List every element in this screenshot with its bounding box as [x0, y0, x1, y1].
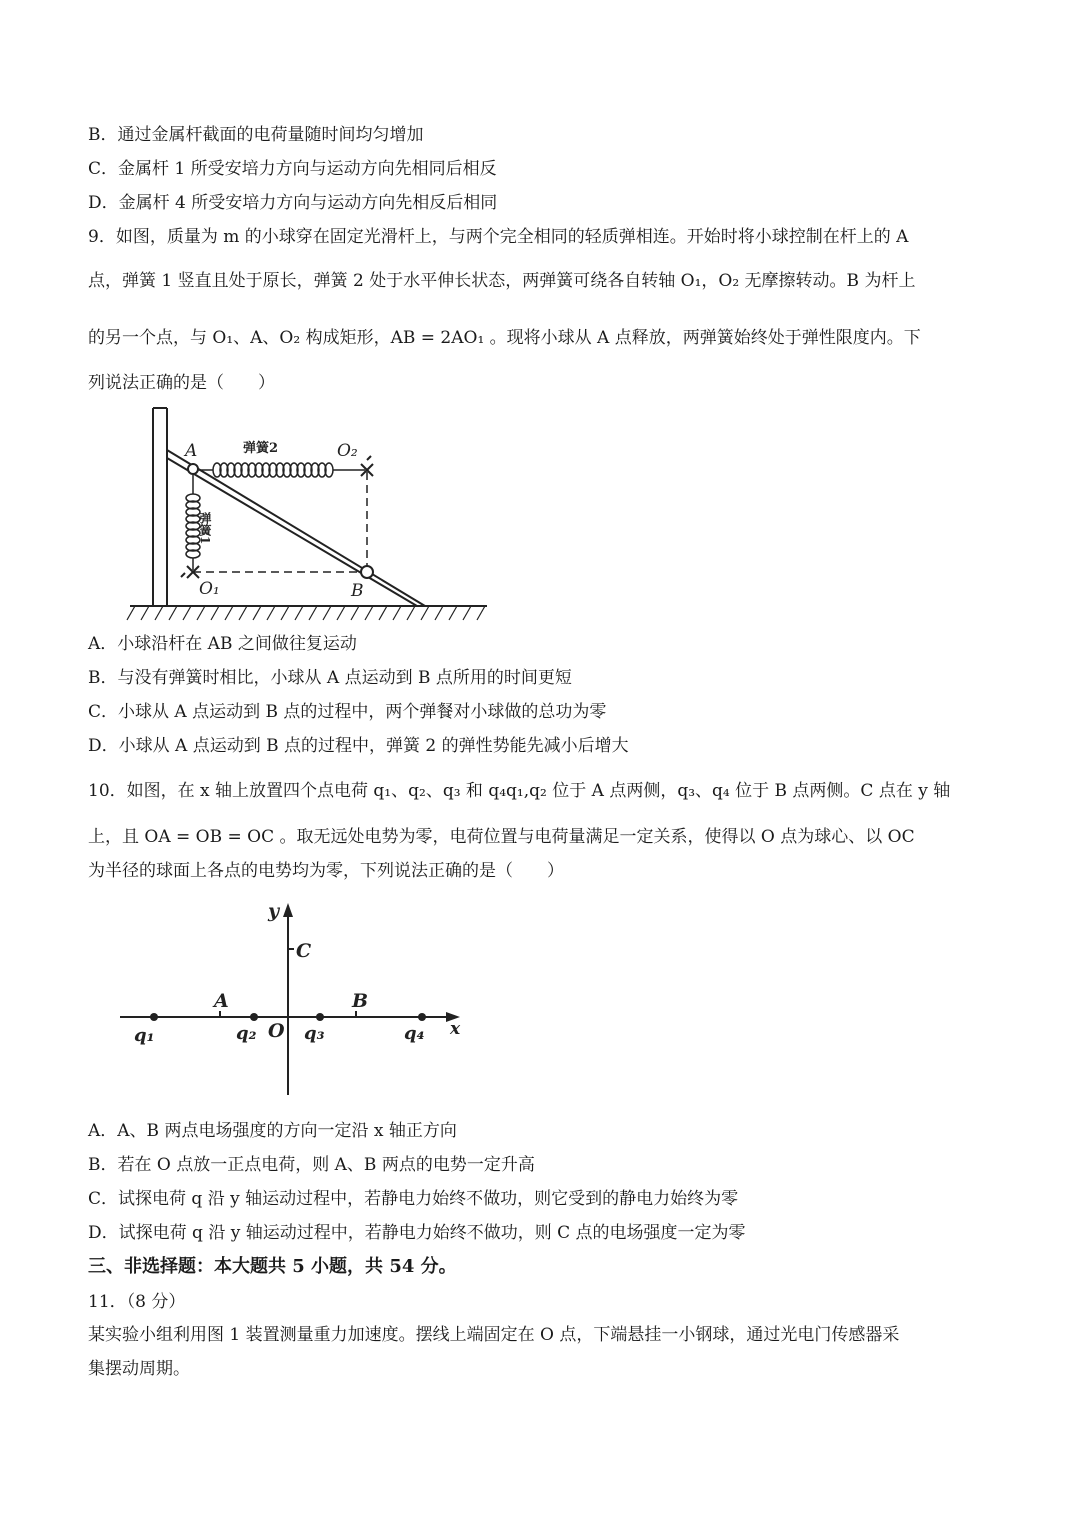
label-q1: q₁: [134, 1025, 155, 1046]
label-c: C: [296, 940, 312, 962]
label-q2: q₂: [236, 1023, 257, 1044]
q11-line2: 集摆动周期。: [88, 1359, 190, 1379]
q9-stem-line2: 点，弹簧 1 竖直且处于原长，弹簧 2 处于水平伸长状态，两弹簧可绕各自转轴 O₁，O₂ 无摩擦转动。B 为杆上: [88, 271, 916, 291]
q11-number: 11．（8 分）: [88, 1292, 186, 1312]
q9-stem-line1: 9．如图，质量为 m 的小球穿在固定光滑杆上，与两个完全相同的轻质弹相连。开始时将小球控制在杆上的 A: [88, 227, 909, 247]
charge-q3: [316, 1013, 324, 1021]
q10-option-d: D．试探电荷 q 沿 y 轴运动过程中，若静电力始终不做功，则 C 点的电场强度一定为零: [88, 1223, 746, 1243]
q10-option-a: A．A、B 两点电场强度的方向一定沿 x 轴正方向: [88, 1121, 457, 1141]
label-b: B: [352, 990, 369, 1012]
q11-line1: 某实验小组利用图 1 装置测量重力加速度。摆线上端固定在 O 点，下端悬挂一小钢球，通过光电门传感器采: [88, 1325, 900, 1345]
spring-2-label: 弹簧2: [243, 441, 279, 456]
q10-stem-line2: 上，且 OA = OB = OC 。取无远处电势为零，电荷位置与电荷量满足一定关系，使得以 O 点为球心、以 OC: [88, 827, 915, 847]
ground-hatch: [127, 606, 485, 620]
q10-axes-figure: [120, 895, 480, 1105]
x-axis-label: x: [450, 1019, 461, 1039]
charge-q2: [250, 1013, 258, 1021]
q10-option-b: B．若在 O 点放一正点电荷，则 A、B 两点的电势一定升高: [88, 1155, 535, 1175]
spring-2: [197, 463, 365, 477]
point-b-ring: [361, 566, 373, 578]
charge-q1: [150, 1013, 158, 1021]
y-arrow-icon: [283, 903, 293, 917]
label-b: B: [351, 581, 364, 601]
q8-option-b: B．通过金属杆截面的电荷量随时间均匀增加: [88, 125, 424, 145]
label-q3: q₃: [304, 1023, 325, 1044]
q9-option-c: C．小球从 A 点运动到 B 点的过程中，两个弹餐对小球做的总功为零: [88, 702, 607, 722]
q9-stem-line3: 的另一个点，与 O₁、A、O₂ 构成矩形，AB = 2AO₁ 。现将小球从 A 点释放，两弹簧始终处于弹性限度内。下: [88, 328, 921, 348]
q8-option-d: D．金属杆 4 所受安培力方向与运动方向先相反后相同: [88, 193, 498, 213]
q9-option-b: B．与没有弹簧时相比，小球从 A 点运动到 B 点所用的时间更短: [88, 668, 572, 688]
charge-q4: [418, 1013, 426, 1021]
q10-stem-line1: 10．如图，在 x 轴上放置四个点电荷 q₁、q₂、q₃ 和 q₄q₁,q₂ 位于 A 点两侧，q₃、q₄ 位于 B 点两侧。C 点在 y 轴: [88, 781, 951, 801]
dashed-rectangle: [193, 472, 367, 572]
label-a: A: [214, 990, 229, 1012]
label-a: A: [185, 441, 198, 461]
label-o1: O₁: [199, 579, 220, 599]
ball-at-a: [188, 464, 198, 474]
q10-option-c: C．试探电荷 q 沿 y 轴运动过程中，若静电力始终不做功，则它受到的静电力始终为零: [88, 1189, 739, 1209]
label-q4: q₄: [404, 1023, 425, 1044]
section-3-heading: 三、非选择题：本大题共 5 小题，共 54 分。: [88, 1256, 457, 1277]
y-axis-label: y: [268, 900, 280, 922]
q9-option-d: D．小球从 A 点运动到 B 点的过程中，弹簧 2 的弹性势能先减小后增大: [88, 736, 629, 756]
spring-1-label: 弹簧1: [198, 512, 212, 545]
q8-option-c: C．金属杆 1 所受安培力方向与运动方向先相同后相反: [88, 159, 497, 179]
label-o2: O₂: [337, 441, 358, 461]
q10-stem-line3: 为半径的球面上各点的电势均为零，下列说法正确的是（ ）: [88, 861, 564, 881]
q9-option-a: A．小球沿杆在 AB 之间做往复运动: [88, 634, 357, 654]
q9-spring-figure: [125, 400, 495, 630]
q9-stem-line4: 列说法正确的是（ ）: [88, 373, 275, 393]
label-o: O: [268, 1020, 285, 1042]
